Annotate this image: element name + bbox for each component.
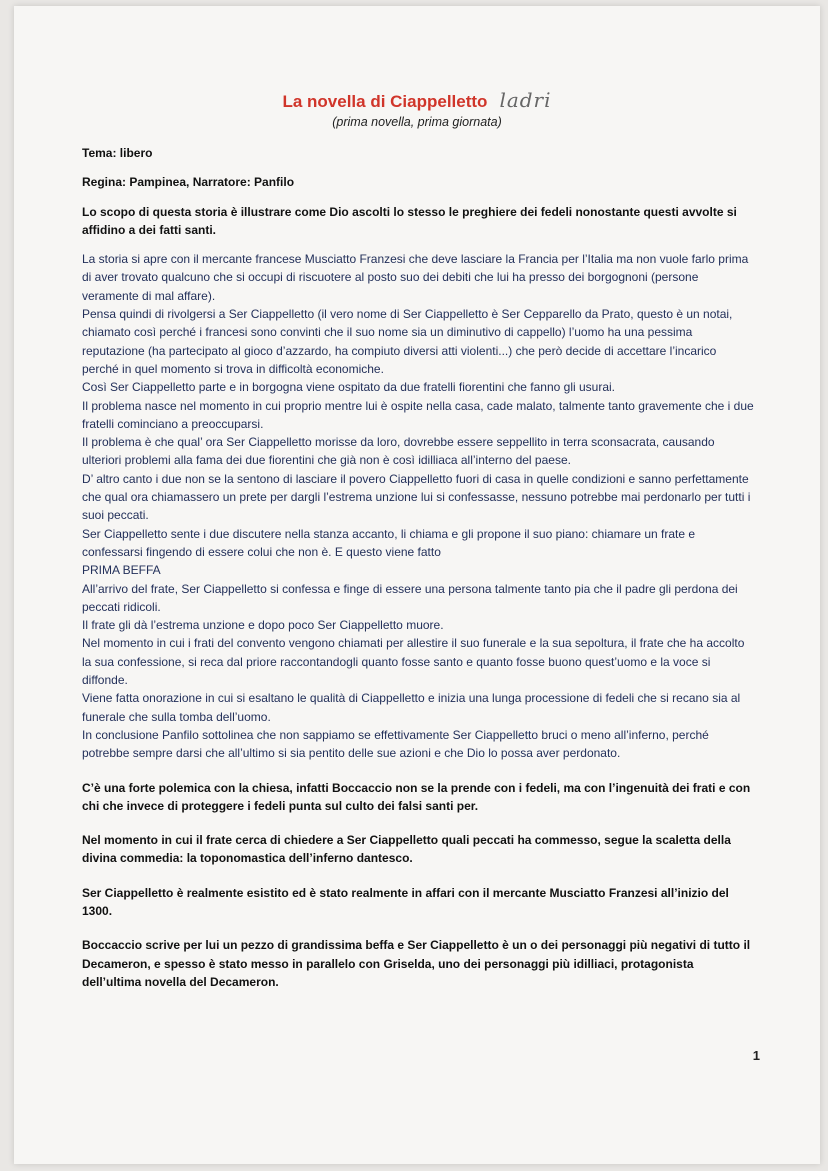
note-paragraph: Boccaccio scrive per lui un pezzo di grandissima beffa e Ser Ciappelletto è un o dei personaggi più negativi di tutto il Decameron, e spesso è stato messo in parallelo con Griselda, uno dei personaggi più idilliaci, protagonista dell’ultima novella del Decameron. [82, 938, 751, 989]
story-paragraph: Così Ser Ciappelletto parte e in borgogna viene ospitato da due fratelli fiorentini che fanno gli usurai. [82, 380, 615, 395]
theme-line: Tema: libero [82, 146, 153, 160]
page-number: 1 [752, 1048, 760, 1063]
title-row [14, 88, 820, 112]
intro-paragraph: Lo scopo di questa storia è illustrare come Dio ascolti lo stesso le preghiere dei fedeli nonostante questi avvolte si affidino a dei fatti santi. [82, 204, 737, 237]
story-paragraph: D’ altro canto i due non se la sentono di lasciare il povero Ciappelletto fuori di casa in quelle condizioni e sanno perfettamente che qual ora chiamassero un prete per dargli l’estrema unzione lui si confessasse, nessuno potrebbe mai perdonarlo per tutti i suoi peccati. [82, 471, 751, 523]
document-body [82, 144, 754, 991]
story-paragraph: Il problema è che qual’ ora Ser Ciappelletto morisse da loro, dovrebbe essere seppellito in terra sconsacrata, causando ulteriori problemi alla fama dei due fiorentini che già non è così idilliaca all’interno del paese. [82, 435, 715, 468]
story-paragraph: Il problema nasce nel momento in cui proprio mentre lui è ospite nella casa, cade malato, talmente tanto gravemente che i due fratelli cominciano a preoccuparsi. [82, 398, 754, 431]
story-paragraph: Pensa quindi di rivolgersi a Ser Ciappelletto (il vero nome di Ser Ciappelletto è Ser Cepparello da Prato, questo è un notai, chiamato così perché i francesi sono convinti che il suo nome sia un diminutivo di cappello) l’uomo ha una pessima reputazione (ha partecipato al gioco d’azzardo, ha compiuto diversi atti violenti...) che però decide di accettare l’incarico perché in quel momento si trova in difficoltà economiche. [82, 307, 733, 376]
prima-beffa-label: PRIMA BEFFA [82, 563, 161, 578]
story-paragraph: Il frate gli dà l’estrema unzione e dopo poco Ser Ciappelletto muore. [82, 618, 444, 633]
page-subtitle: (prima novella, prima giornata) [332, 115, 502, 129]
story-paragraph: La storia si apre con il mercante francese Musciatto Franzesi che deve lasciare la Francia per l’Italia ma non vuole farlo prima di aver trovato qualcuno che si occupi di riscuotere al posto suo dei debiti che lui ha presso dei borgognoni (persone veramente di mal affare). [82, 252, 749, 303]
handwritten-note: ladri [499, 88, 552, 112]
story-paragraph: Viene fatta onorazione in cui si esaltano le qualità di Ciappelletto e inizia una lunga processione di fedeli che si recano sia al funerale che sulla tomba dell’uomo. [82, 691, 741, 724]
story-paragraph: All’arrivo del frate, Ser Ciappelletto si confessa e finge di essere una persona talmente tanto pia che il padre gli perdona dei peccati ridicoli. [82, 581, 738, 614]
story-paragraph: In conclusione Panfilo sottolinea che non sappiamo se effettivamente Ser Ciappelletto bruci o meno all’inferno, perché potrebbe sempre darsi che all’ultimo si sia pentito delle sue azioni e che Dio lo possa aver perdonato. [82, 727, 709, 761]
note-paragraph: Nel momento in cui il frate cerca di chiedere a Ser Ciappelletto quali peccati ha commesso, segue la scaletta della divina commedia: la toponomastica dell’inferno dantesco. [82, 833, 731, 866]
document-page [14, 6, 820, 1164]
story-section [82, 250, 754, 762]
story-paragraph: Nel momento in cui i frati del convento vengono chiamati per allestire il suo funerale e la sua sepoltura, il frate che ha accolto la sua confessione, si reca dal priore raccontandogli quanto fosse santo e quanto fosse buono quest’uomo e la voce si diffonde. [82, 636, 745, 688]
queen-narrator-line: Regina: Pampinea, Narratore: Panfilo [82, 175, 295, 190]
story-paragraph: Ser Ciappelletto sente i due discutere nella stanza accanto, li chiama e gli propone il suo piano: chiamare un frate e confessarsi fingendo di essere colui che non è. E questo viene fatto [82, 526, 696, 559]
note-paragraph: Ser Ciappelletto è realmente esistito ed è stato realmente in affari con il mercante Musciatto Franzesi all’inizio del 1300. [82, 885, 729, 918]
page-title: La novella di Ciappelletto [282, 92, 488, 111]
note-paragraph: C’è una forte polemica con la chiesa, infatti Boccaccio non se la prende con i fedeli, ma con l’ingenuità dei frati e con chi che invece di proteggere i fedeli punta sul culto dei falsi santi per. [82, 780, 751, 813]
